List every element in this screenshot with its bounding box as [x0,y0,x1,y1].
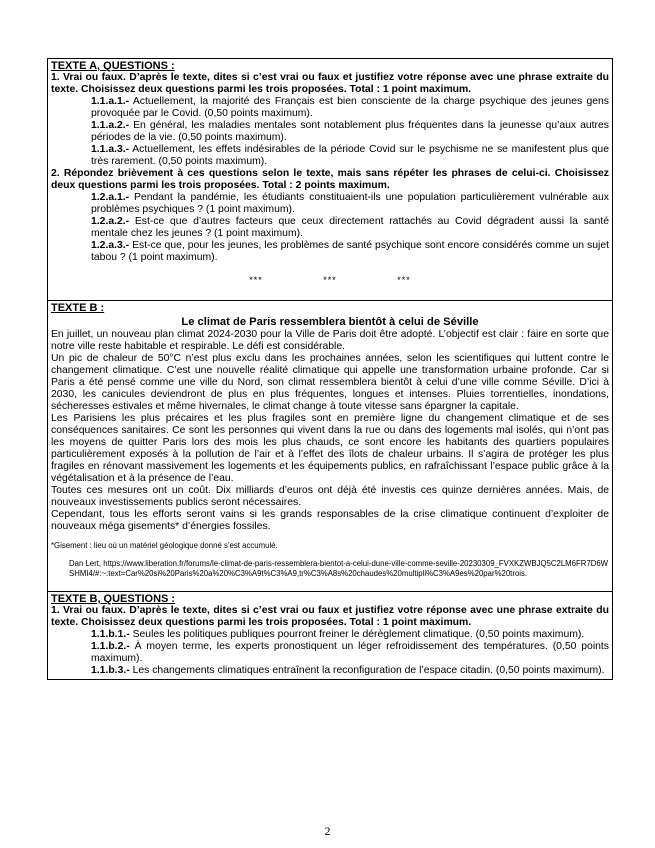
question-label: 1.1.a.2.- [91,120,130,131]
question-label: 1.2.a.3.- [91,240,130,251]
question-1-1-a-3 [91,144,609,168]
page-number: 2 [324,824,331,838]
question-1-1-b-2 [91,641,609,665]
question-1-2-a-1 [91,192,609,216]
question-text: Les changements climatiques entraînent la reconfiguration de l’espace citadin. (0,50 points maximum). [129,665,605,676]
texte-b-box [47,301,613,592]
question-label: 1.1.b.1.- [91,629,130,640]
separator-stars: *** [323,275,337,285]
question-1-2-a-2 [91,216,609,240]
source-citation: Dan Lert, https://www.liberation.fr/forums/le-climat-de-paris-ressemblera-bientot-a-celui-dune-ville-comme-seville-20230309_FVXKZWBJQ5C2LM6FR7D6WSHMI4/#:~:text=Car%20si%20Paris%20a%20%C3%A9t%C3%A9,tr%C3%A8s%20chaudes%20multipli%C3%A9es%20par%20trois. [69,559,609,578]
question-text: Est-ce que, pour les jeunes, les problèmes de santé psychique sont encore considérés comme un sujet tabou ? (1 point maximum). [91,240,609,263]
question-1-1-b-1 [91,629,609,641]
question-text: Est-ce que d’autres facteurs que ceux directement rattachés au Covid dégradent aussi la santé mentale chez les jeunes ? (1 point maximum). [91,216,609,239]
question-text: Actuellement, les effets indésirables de la période Covid sur le psychisme ne se manifestent plus que très rarement. (0,50 points maximum). [91,144,609,167]
texte-a-q2-header: 2. Répondez brièvement à ces questions selon le texte, mais sans répéter les phrases de celui-ci. Choisissez deux questions parmi les trois proposées. Total : 2 points maximum. [51,168,609,191]
question-label: 1.1.a.1.- [91,96,130,107]
question-label: 1.1.a.3.- [91,144,130,155]
section-separator [51,274,609,286]
texte-b-questions-heading: TEXTE B, QUESTIONS : [51,593,176,605]
question-text: À moyen terme, les experts pronostiquent un léger refroidissement des températures. (0,50 points maximum). [91,641,609,664]
texte-a-questions-box [47,58,613,301]
exam-page [47,58,613,680]
article-paragraph-4: Toutes ces mesures ont un coût. Dix milliards d’euros ont déjà été investis ces quinze dernières années. Mais, de nouveaux investissements publics seront nécessaires. [51,485,609,508]
texte-a-q1-header: 1. Vrai ou faux. D’après le texte, dites si c’est vrai ou faux et justifiez votre réponse avec une phrase extraite du texte. Choisissez deux questions parmi les trois proposées. Total : 1 point maximum. [51,72,609,95]
article-paragraph-5: Cependant, tous les efforts seront vains si les grands responsables de la crise climatique continuent d’exploiter de nouveaux méga gisements* d’énergies fossiles. [51,509,609,532]
question-label: 1.2.a.1.- [91,192,130,203]
question-text: Seules les politiques publiques pourront freiner le dérèglement climatique. (0,50 points maximum). [129,629,585,640]
separator-stars: *** [249,275,263,285]
footnote: *Gisement : lieu où un matériel géologique donné s’est accumulé. [51,541,278,550]
separator-stars: *** [397,275,411,285]
article-paragraph-1: En juillet, un nouveau plan climat 2024-2030 pour la Ville de Paris doit être adopté. L’objectif est clair : faire en sorte que notre ville reste habitable et respirable. Le défi est considérable. [51,329,609,352]
article-paragraph-2: Un pic de chaleur de 50°C n’est plus exclu dans les prochaines années, selon les scientifiques qui luttent contre le changement climatique. C’est une nouvelle réalité climatique qui appelle une transformation urbaine profonde. Car si Paris a été pensé comme une ville du Nord, son climat ressemblera bientôt à celui d’une ville comme Séville. D’ici à 2030, les canicules deviendront de plus en plus fréquentes, longues et intenses. Pluies torrentielles, inondations, sécheresses estivales et même hivernales, le climat change à toute vitesse sans épargner la capitale. [51,353,609,412]
question-label: 1.1.b.2.- [91,641,130,652]
question-text: En général, les maladies mentales sont notablement plus fréquentes dans la jeunesse qu’aux autres périodes de la vie. (0,50 points maximum). [91,120,609,143]
texte-b-questions-box [47,592,613,680]
question-label: 1.2.a.2.- [91,216,130,227]
article-title: Le climat de Paris ressemblera bientôt à celui de Séville [181,316,479,328]
texte-b-heading: TEXTE B : [51,302,105,314]
question-text: Actuellement, la majorité des Français est bien consciente de la charge psychique des jeunes gens provoquée par le Covid. (0,50 points maximum). [91,96,609,119]
texte-a-questions-heading: TEXTE A, QUESTIONS : [51,60,175,72]
question-text: Pendant la pandémie, les étudiants constituaient-ils une population particulièrement vulnérable aux problèmes psychiques ? (1 point maximum). [91,192,609,215]
question-1-1-b-3 [91,665,609,677]
question-1-1-a-2 [91,120,609,144]
question-1-1-a-1 [91,96,609,120]
question-label: 1.1.b.3.- [91,665,130,676]
texte-b-q1-header: 1. Vrai ou faux. D’après le texte, dites si c’est vrai ou faux et justifiez votre réponse avec une phrase extraite du texte. Choisissez deux questions parmi les trois proposées. Total : 1 point maximum. [51,605,609,628]
question-1-2-a-3 [91,240,609,264]
article-paragraph-3: Les Parisiens les plus précaires et les plus fragiles sont en première ligne du changement climatique et de ses conséquences sanitaires. Ce sont les personnes qui vivent dans la rue ou dans des logements mal isolés, qui n’ont pas les moyens de quitter Paris lors des mois les plus chauds, ce sont encore les habitants des quartiers populaires particulièrement exposés à la pollution de l’air et à l’effet des îlots de chaleur urbains. Il s’agira de protéger les plus fragiles en rénovant massivement les logements et les équipements publics, en rafraîchissant l’espace public grâce à la végétalisation et à la présence de l’eau. [51,413,609,484]
